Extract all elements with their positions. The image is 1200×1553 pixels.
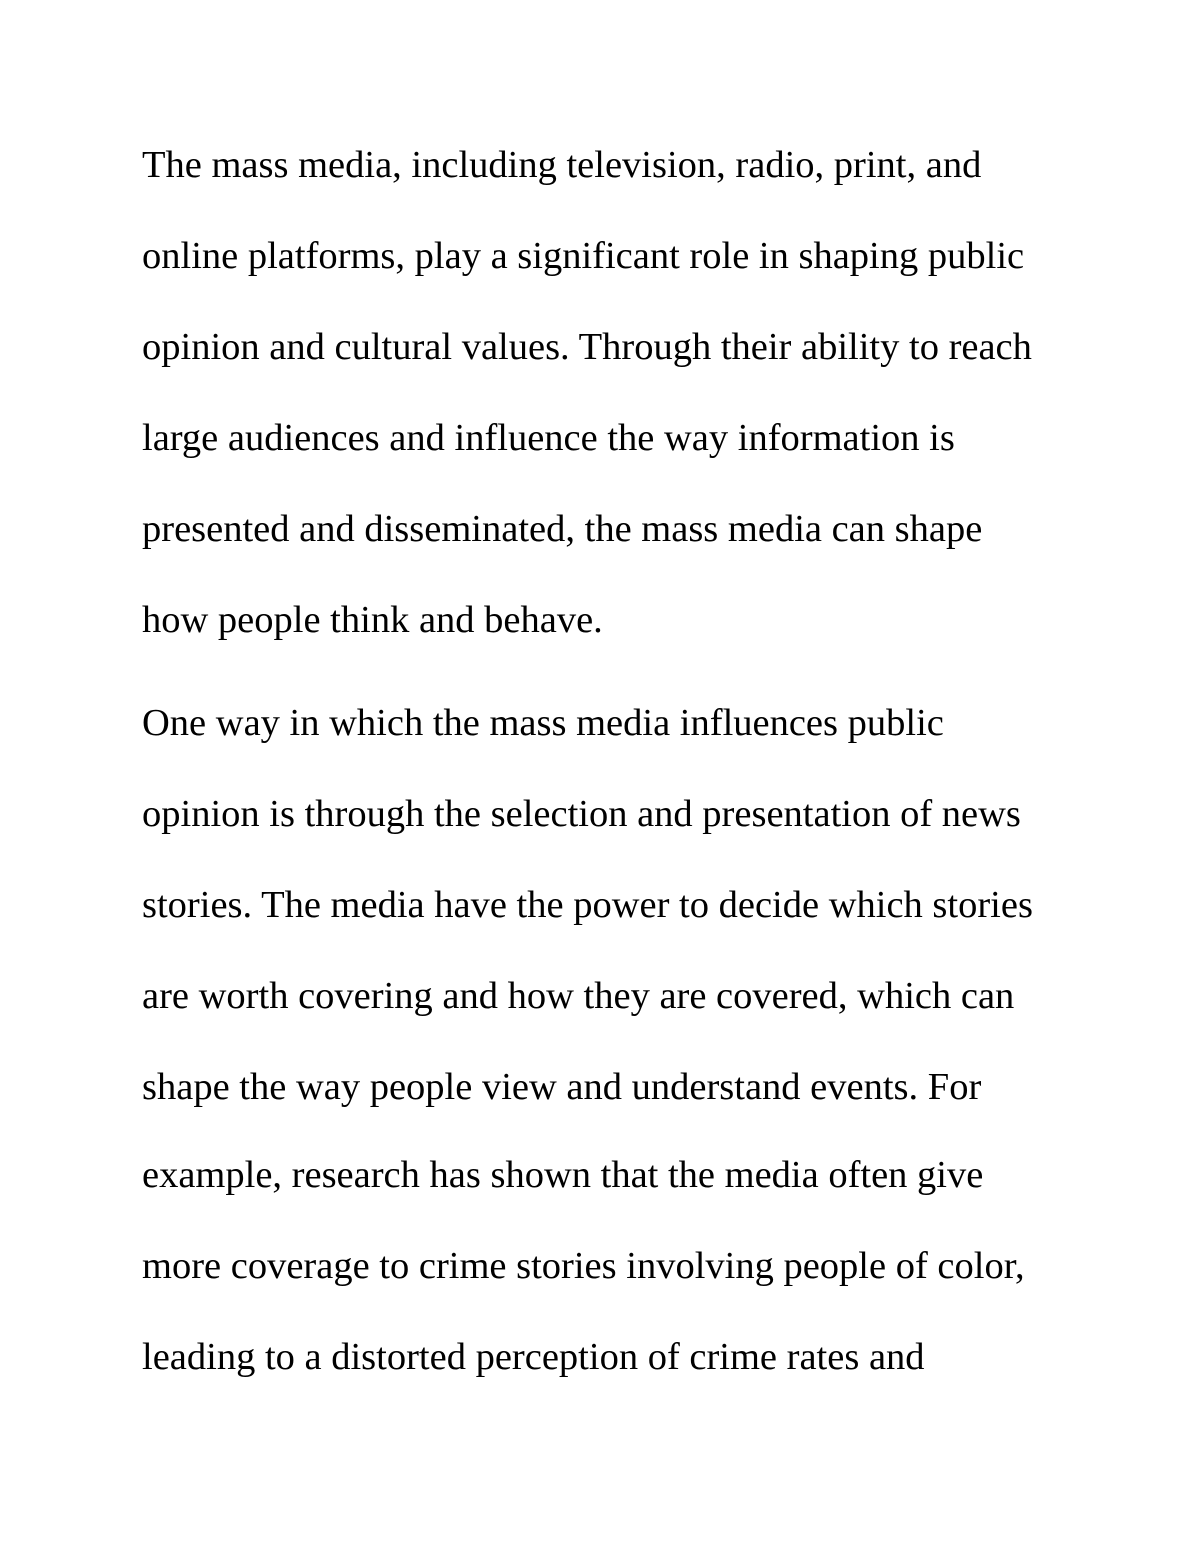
text-line: are worth covering and how they are covered, which can <box>142 975 1015 1017</box>
text-line: stories. The media have the power to decide which stories <box>142 884 1033 926</box>
text-line: example, research has shown that the media often give <box>142 1154 984 1196</box>
text-line: opinion and cultural values. Through their ability to reach <box>142 326 1032 368</box>
text-line: The mass media, including television, radio, print, and <box>142 144 982 186</box>
text-line: large audiences and influence the way information is <box>142 417 955 459</box>
text-line: presented and disseminated, the mass media can shape <box>142 508 983 550</box>
text-line: more coverage to crime stories involving people of color, <box>142 1245 1025 1287</box>
text-line: shape the way people view and understand events. For <box>142 1066 982 1108</box>
text-line: One way in which the mass media influences public <box>142 702 944 744</box>
text-line: leading to a distorted perception of crime rates and <box>142 1336 925 1378</box>
text-line: how people think and behave. <box>142 599 603 641</box>
text-line: opinion is through the selection and presentation of news <box>142 793 1021 835</box>
text-line: online platforms, play a significant role in shaping public <box>142 235 1025 277</box>
